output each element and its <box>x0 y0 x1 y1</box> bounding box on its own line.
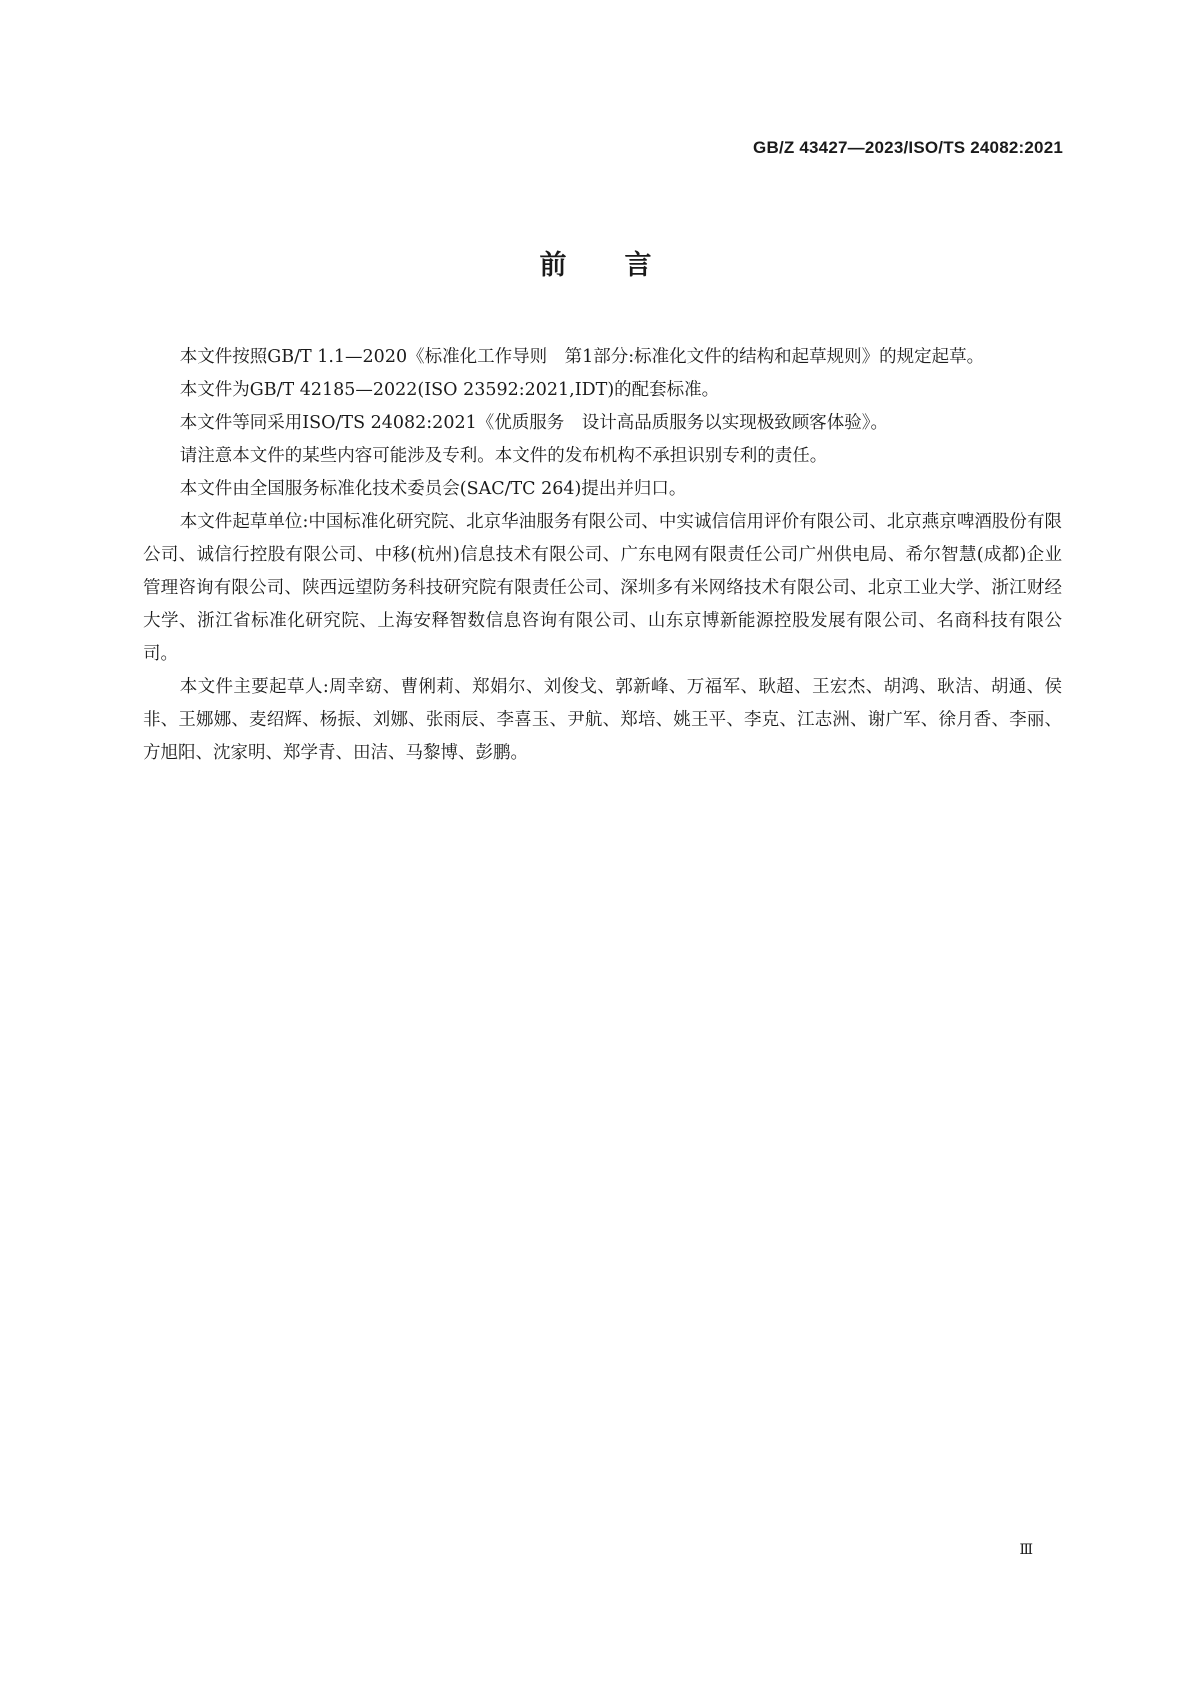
paragraph-proposer: 本文件由全国服务标准化技术委员会(SAC/TC 264)提出并归口。 <box>179 479 687 499</box>
standard-number-header: GB/Z 43427—2023/ISO/TS 24082:2021 <box>753 138 1063 157</box>
paragraph-adoption: 本文件等同采用ISO/TS 24082:2021《优质服务 设计高品质服务以实现极致顾客体验》。 <box>179 413 888 433</box>
paragraph-supporting-standard: 本文件为GB/T 42185—2022(ISO 23592:2021,IDT)的配套标准。 <box>179 380 720 400</box>
paragraph-patent-notice: 请注意本文件的某些内容可能涉及专利。本文件的发布机构不承担识别专利的责任。 <box>179 446 828 466</box>
page-title: 前言 <box>539 250 710 281</box>
page-number: Ⅲ <box>1019 1542 1033 1558</box>
paragraph-drafting-units: 本文件起草单位:中国标准化研究院、北京华油服务有限公司、中实诚信信用评价有限公司、北京燕京啤酒股份有限公司、诚信行控股有限公司、中移(杭州)信息技术有限公司、广东电网有限责任公司广州供电局、希尔智慧(成都)企业管理咨询有限公司、陕西远望防务科技研究院有限责任公司、深圳多有米网络技术有限公司、北京工业大学、浙江财经大学、浙江省标准化研究院、上海安释智数信息咨询有限公司、山东京博新能源控股发展有限公司、名商科技有限公司。 <box>143 512 1062 664</box>
paragraph-drafters: 本文件主要起草人:周幸窈、曹俐莉、郑娟尔、刘俊戈、郭新峰、万福军、耿超、王宏杰、胡鸿、耿洁、胡通、侯非、王娜娜、麦绍辉、杨振、刘娜、张雨辰、李喜玉、尹航、郑培、姚王平、李克、江志洲、谢广军、徐月香、李丽、方旭阳、沈家明、郑学青、田洁、马黎博、彭鹏。 <box>143 677 1062 763</box>
document-body <box>143 341 1062 770</box>
paragraph-drafting-rules: 本文件按照GB/T 1.1—2020《标准化工作导则 第1部分:标准化文件的结构和起草规则》的规定起草。 <box>179 347 985 367</box>
